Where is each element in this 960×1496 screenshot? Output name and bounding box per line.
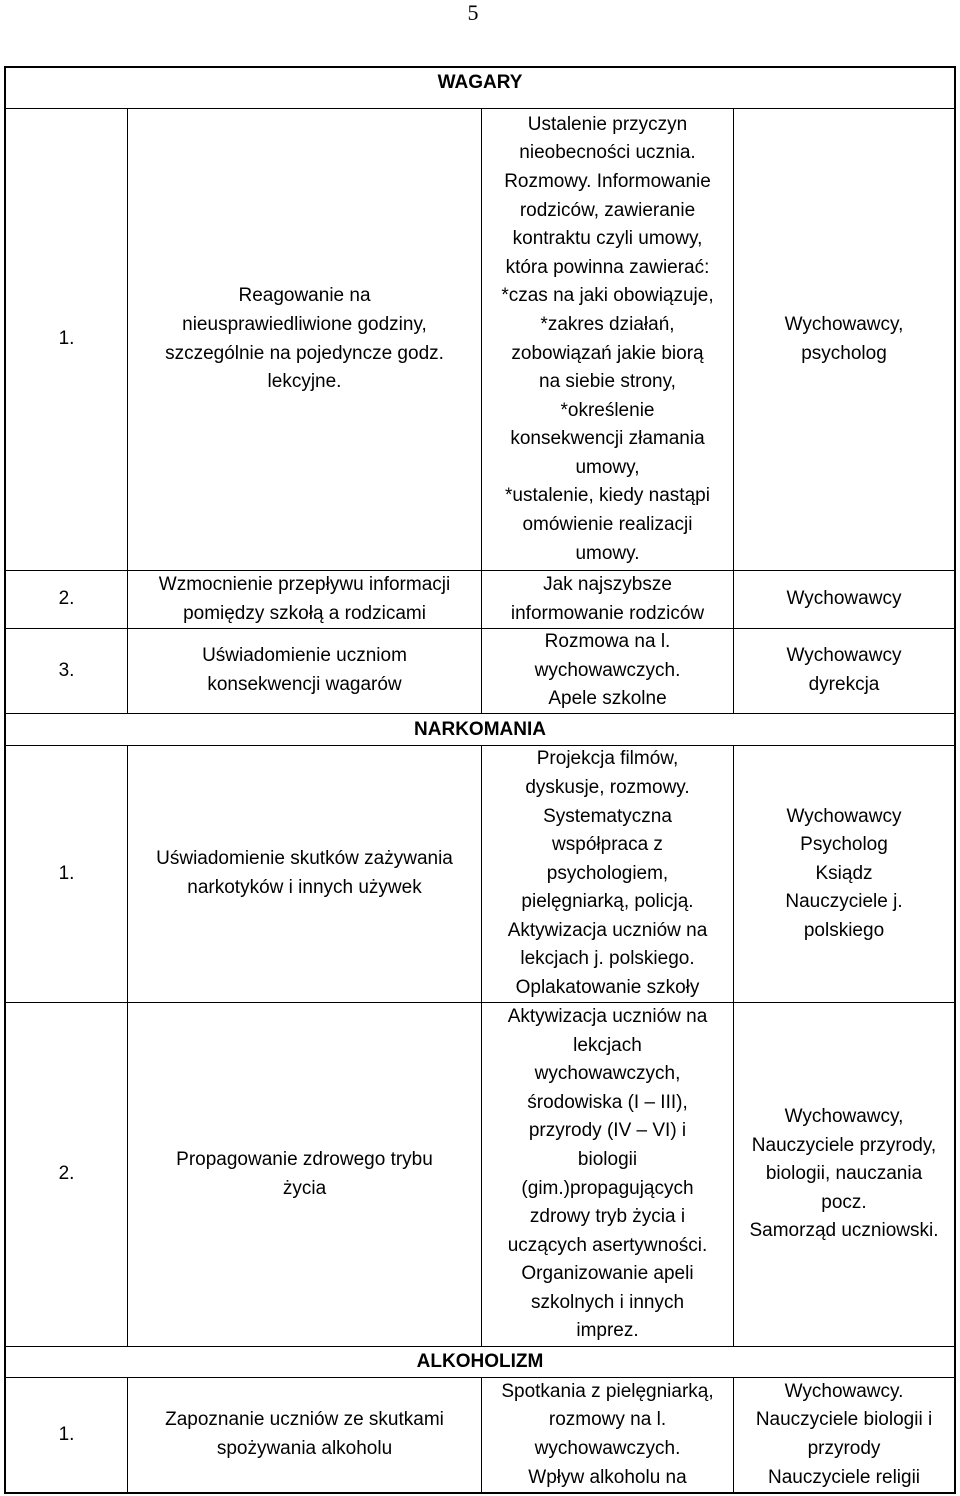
- responsible-cell: Wychowawcy, psycholog: [784, 313, 904, 364]
- responsible-cell: Wychowawcy dyrekcja: [786, 645, 902, 695]
- row-number: 2.: [58, 588, 75, 610]
- row-number: 1.: [58, 862, 75, 884]
- methods-cell: Aktywizacja uczniów na lekcjach wychowawczych, środowiska (I – III), przyrody (IV – VI) i biologii (gim.)propagujących zdrowy tryb życia i uczących asertywności. Organizowanie apeli szkolnych i innych imprez.: [507, 1005, 708, 1342]
- row-number: 1.: [58, 328, 75, 350]
- task-cell: Reagowanie na nieusprawiedliwione godziny, szczególnie na pojedyncze godz. lekcyjne.: [165, 285, 444, 393]
- methods-cell: Spotkania z pielęgniarką, rozmowy na l. wychowawczych. Wpływ alkoholu na: [501, 1380, 714, 1488]
- page-number: 5: [467, 0, 479, 25]
- section-title-alkoholizm: ALKOHOLIZM: [416, 1351, 544, 1372]
- responsible-cell: Wychowawcy. Nauczyciele biologii i przyrody Nauczyciele religii: [755, 1380, 933, 1488]
- task-cell: Wzmocnienie przepływu informacji pomiędzy szkołą a rodzicami: [158, 573, 451, 624]
- methods-cell: Projekcja filmów, dyskusje, rozmowy. Systematyczna współpraca z psychologiem, pielęgniarką, policją. Aktywizacja uczniów na lekcjach j. polskiego. Oplakatowanie szkoły: [507, 748, 708, 999]
- methods-cell: Rozmowa na l. wychowawczych. Apele szkolne: [534, 631, 681, 710]
- section-title-narkomania: NARKOMANIA: [414, 719, 546, 740]
- section-title-wagary: WAGARY: [437, 72, 523, 93]
- row-number: 1.: [58, 1423, 75, 1445]
- task-cell: Uświadomienie uczniom konsekwencji wagarów: [202, 645, 407, 695]
- row-number: 3.: [58, 659, 75, 681]
- responsible-cell: Wychowawcy Psycholog Ksiądz Nauczyciele j. polskiego: [785, 805, 903, 941]
- task-cell: Uświadomienie skutków zażywania narkotyków i innych używek: [156, 848, 453, 898]
- task-cell: Zapoznanie uczniów ze skutkami spożywania alkoholu: [165, 1409, 444, 1459]
- row-number: 2.: [58, 1163, 75, 1185]
- methods-cell: Ustalenie przyczyn nieobecności ucznia. Rozmowy. Informowanie rodziców, zawieranie kontraktu czyli umowy, która powinna zawierać: *czas na jaki obowiązuje, *zakres działań, zobowiązań jakie biorą na siebie strony, *określenie konsekwencji złamania umowy, *ustalenie, kiedy nastąpi omówienie realizacji umowy.: [501, 113, 714, 564]
- responsible-cell: Wychowawcy, Nauczyciele przyrody, biologii, nauczania pocz. Samorząd uczniowski.: [749, 1106, 939, 1242]
- methods-cell: Jak najszybsze informowanie rodziców: [510, 573, 705, 624]
- task-cell: Propagowanie zdrowego trybu życia: [176, 1148, 433, 1199]
- responsible-cell: Wychowawcy: [786, 588, 902, 610]
